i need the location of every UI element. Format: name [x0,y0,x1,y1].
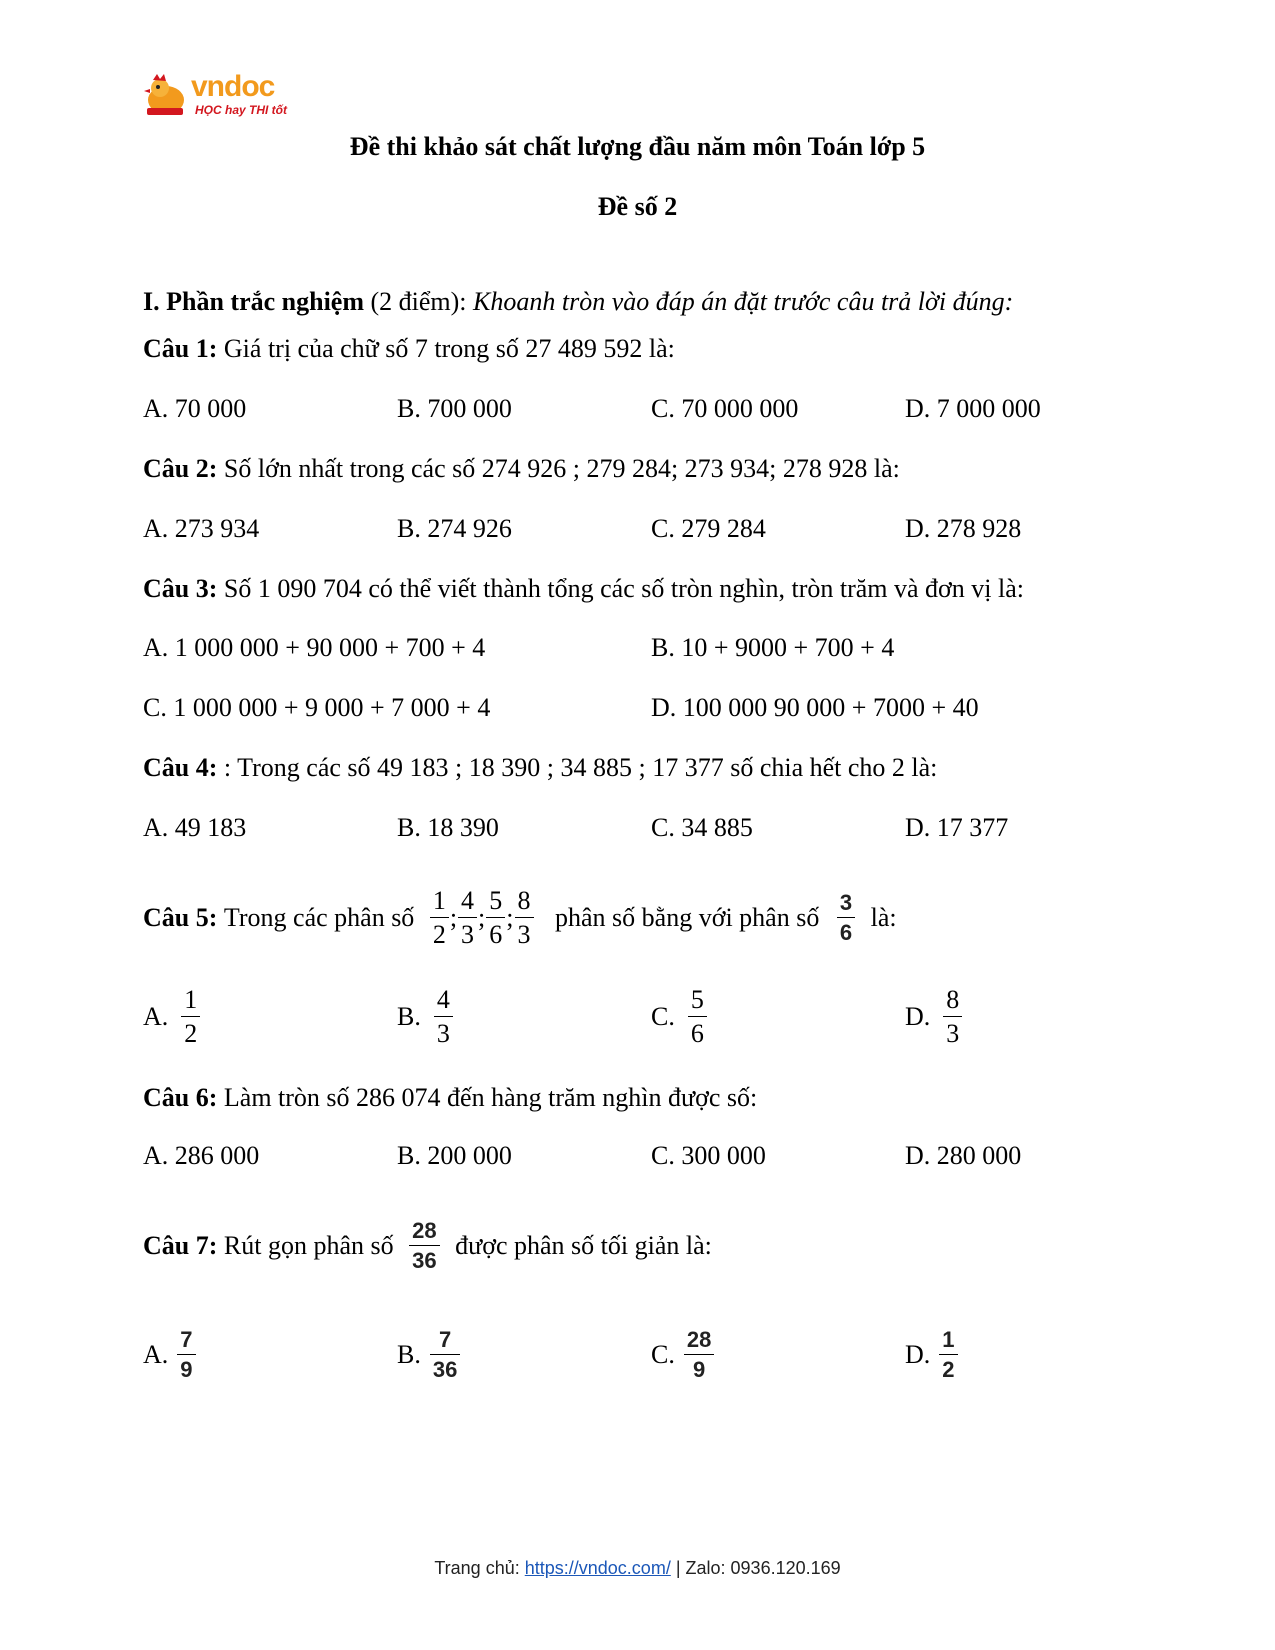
option-c[interactable] [651,987,708,1047]
question-label: Câu 5: [143,903,218,932]
numerator: 7 [177,1329,195,1355]
option-b[interactable]: B. 700 000 [397,394,512,423]
denominator: 6 [839,920,853,945]
question-3 [143,574,1024,604]
option-d[interactable]: D. 278 928 [905,514,1022,543]
question-6 [143,1083,757,1113]
fraction-4-3 [458,888,477,948]
option-a[interactable]: A. 70 000 [143,394,247,423]
option-a[interactable]: A. 286 000 [143,1141,260,1170]
question-text: Số 1 090 704 có thể viết thành tổng các số tròn nghìn, tròn trăm và đơn vị là: [223,574,1025,603]
question-label: Câu 1: [143,334,218,363]
question-text: Rút gọn phân số [223,1231,394,1260]
option-c[interactable] [651,1329,715,1381]
numerator: 8 [515,888,534,918]
numerator: 1 [181,987,200,1017]
question-text: : Trong các số 49 183 ; 18 390 ; 34 885 ; 17 377 số chia hết cho 2 là: [223,753,938,782]
question-text: Số lớn nhất trong các số 274 926 ; 279 284; 273 934; 278 928 là: [223,454,900,483]
option-c[interactable]: C. 70 000 000 [651,394,799,423]
denominator: 9 [180,1357,193,1382]
section-instruction: Khoanh tròn vào đáp án đặt trước câu trả lời đúng: [473,287,1014,316]
option-letter: D. [905,1002,931,1031]
denominator: 6 [489,920,503,949]
question-text: là: [870,903,897,932]
option-fraction [943,987,962,1047]
rooster-mascot-icon [143,74,189,118]
option-fraction [430,1329,460,1381]
fraction-1-2 [430,888,449,948]
question-label: Câu 4: [143,753,218,782]
option-b[interactable]: B. 10 + 9000 + 700 + 4 [651,633,895,662]
numerator: 4 [458,888,477,918]
option-letter: A. [143,1340,169,1369]
denominator: 3 [517,920,531,949]
option-c[interactable]: C. 1 000 000 + 9 000 + 7 000 + 4 [143,693,491,722]
option-fraction [688,987,707,1047]
footer-contact: | Zalo: 0936.120.169 [675,1558,841,1578]
page-footer [0,1558,1275,1579]
denominator: 2 [184,1019,198,1048]
question-7 [143,1220,712,1272]
question-text: Giá trị của chữ số 7 trong số 27 489 592 là: [223,334,675,363]
logo-tagline: HỌC hay THI tốt [195,103,287,117]
question-4 [143,753,937,783]
option-b[interactable] [397,1329,461,1381]
denominator: 36 [432,1357,458,1382]
fraction-8-3 [515,888,534,948]
option-letter: B. [397,1002,421,1031]
option-b[interactable]: B. 274 926 [397,514,512,543]
option-b[interactable] [397,987,454,1047]
numerator: 3 [837,892,855,918]
numerator: 8 [943,987,962,1017]
denominator: 3 [946,1019,960,1048]
option-fraction [684,1329,714,1381]
question-2 [143,454,900,484]
option-d[interactable] [905,987,963,1047]
fraction-3-6 [837,892,855,944]
option-a[interactable] [143,1329,197,1381]
option-letter: A. [143,1002,169,1031]
option-c[interactable]: C. 34 885 [651,813,753,842]
option-d[interactable]: D. 17 377 [905,813,1009,842]
denominator: 3 [461,920,475,949]
denominator: 2 [432,920,446,949]
numerator: 5 [688,987,707,1017]
question-label: Câu 6: [143,1083,218,1112]
numerator: 1 [430,888,449,918]
question-text: Trong các phân số [223,903,415,932]
numerator: 4 [434,987,453,1017]
question-text: Làm tròn số 286 074 đến hàng trăm nghìn được số: [223,1083,758,1112]
question-5 [143,888,897,948]
option-fraction [434,987,453,1047]
option-letter: D. [905,1340,931,1369]
option-fraction [939,1329,957,1381]
option-d[interactable] [905,1329,959,1381]
question-1 [143,334,675,364]
separator: ; [506,903,514,932]
page-title: Đề thi khảo sát chất lượng đầu năm môn Toán lớp 5 [349,132,926,161]
denominator: 2 [942,1357,955,1382]
page-subtitle: Đề số 2 [597,192,678,221]
section-heading [143,287,1013,317]
option-fraction [181,987,200,1047]
option-a[interactable] [143,987,201,1047]
logo-wordmark: vndoc [191,70,275,103]
denominator: 9 [692,1357,706,1382]
numerator: 28 [409,1220,439,1246]
section-label: I. Phần trắc nghiệm [143,287,364,316]
numerator: 28 [684,1329,714,1355]
question-label: Câu 3: [143,574,218,603]
homepage-link[interactable]: https://vndoc.com/ [524,1558,671,1578]
option-d[interactable]: D. 280 000 [905,1141,1022,1170]
fraction-5-6 [486,888,505,948]
footer-prefix: Trang chủ: [434,1558,520,1578]
question-label: Câu 7: [143,1231,218,1260]
option-fraction [177,1329,195,1381]
option-b[interactable]: B. 18 390 [397,813,499,842]
option-d[interactable]: D. 100 000 90 000 + 7000 + 40 [651,693,979,722]
separator: ; [449,903,458,932]
vndoc-logo [143,70,303,124]
question-text: được phân số tối giản là: [455,1231,712,1260]
option-b[interactable]: B. 200 000 [397,1141,512,1170]
option-c[interactable]: C. 300 000 [651,1141,766,1170]
option-a[interactable]: A. 1 000 000 + 90 000 + 700 + 4 [143,633,486,662]
option-letter: C. [651,1340,675,1369]
option-d[interactable]: D. 7 000 000 [905,394,1041,423]
separator: ; [478,903,486,932]
option-a[interactable]: A. 49 183 [143,813,247,842]
denominator: 6 [690,1019,704,1048]
fraction-28-36 [409,1220,439,1272]
numerator: 7 [430,1329,460,1355]
option-letter: B. [397,1340,421,1369]
option-letter: C. [651,1002,675,1031]
option-a[interactable]: A. 273 934 [143,514,260,543]
section-points: (2 điểm): [370,287,467,316]
option-c[interactable]: C. 279 284 [651,514,766,543]
question-text: phân số bằng với phân số [555,903,820,932]
numerator: 5 [486,888,505,918]
denominator: 3 [436,1019,450,1048]
question-label: Câu 2: [143,454,218,483]
numerator: 1 [939,1329,957,1355]
denominator: 36 [412,1248,437,1273]
